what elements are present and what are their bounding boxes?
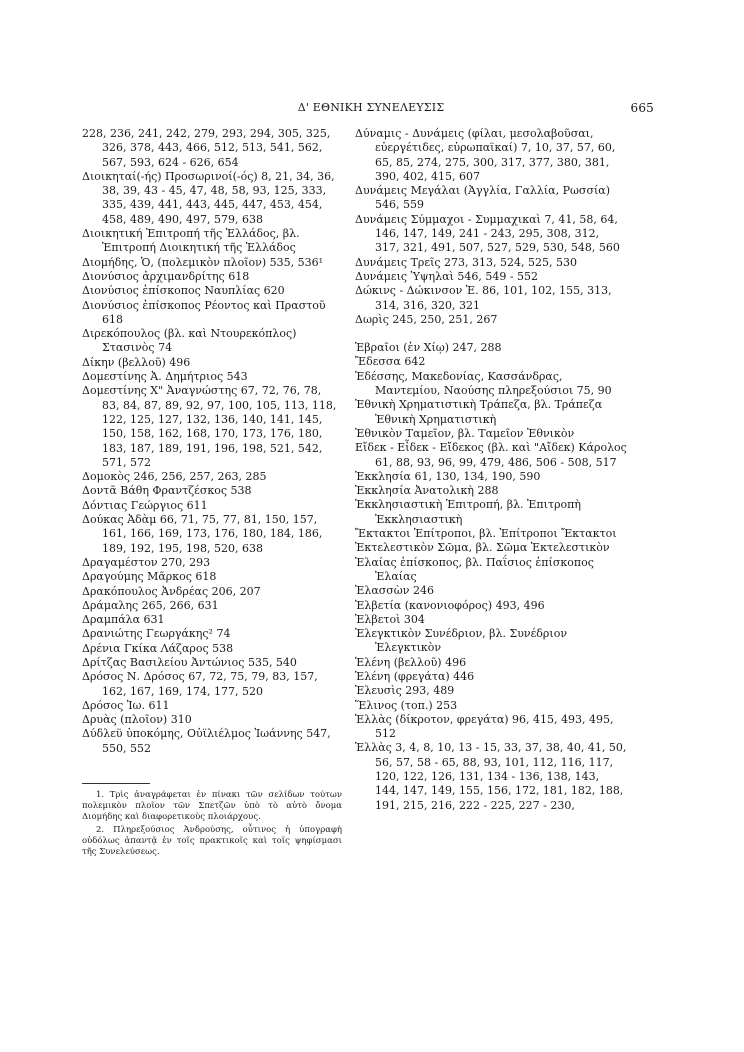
index-entry: Ἑβραῖοι (ἐν Χίῳ) 247, 288	[355, 341, 502, 355]
index-entry: 228, 236, 241, 242, 279, 293, 294, 305, 325, 326, 378, 443, 466, 512, 513, 541, 562, 567, 593, 624 - 626, 654	[82, 127, 331, 169]
index-column-right	[355, 127, 627, 813]
index-entry: Δίκην (βελλοῦ) 496	[82, 355, 191, 369]
index-entry: Δώκινς - Δώκινσον Ἐ. 86, 101, 102, 155, 313, 314, 316, 320, 321	[355, 284, 612, 312]
index-entry: Ἐκκλησιαστικὴ Ἐπιτροπή, βλ. Ἐπιτροπὴ Ἐκκλησιαστικὴ	[355, 498, 581, 526]
index-entry: Δυνάμεις Σύμμαχοι - Συμμαχικαὶ 7, 41, 58, 64, 146, 147, 149, 241 - 243, 295, 308, 312, 317, 321, 491, 507, 527, 529, 530, 548, 560	[355, 212, 620, 255]
index-entry: Ἔκτακτοι Ἐπίτροποι, βλ. Ἐπίτροποι Ἔκτακτοι	[355, 527, 617, 541]
page-number: 665	[630, 101, 654, 115]
index-entry: Δραγούμης Μᾶρκος 618	[82, 570, 217, 584]
index-entry: Ἐκκλησία 61, 130, 134, 190, 590	[355, 469, 541, 483]
index-entry: Ἐκτελεστικὸν Σῶμα, βλ. Σῶμα Ἐκτελεστικὸν	[355, 541, 610, 555]
index-entry: Διομήδης, Ὁ, (πολεμικὸν πλοῖον) 535, 536¹	[82, 255, 324, 269]
index-entry: Δυνάμεις Τρεῖς 273, 313, 524, 525, 530	[355, 255, 577, 269]
index-entry: Διοικητική Ἐπιτροπή τῆς Ἑλλάδος, βλ. Ἐπιτροπή Διοικητική τῆς Ἑλλάδος	[82, 227, 300, 255]
letter-group-gap	[355, 327, 627, 341]
index-entry: Ἑλλὰς (δίκροτον, φρεγάτα) 96, 415, 493, 495, 512	[355, 712, 614, 741]
index-entry: Δομοκὸς 246, 256, 257, 263, 285	[82, 470, 267, 484]
index-entry: Δρίτζας Βασιλείου Ἀντώνιος 535, 540	[82, 655, 297, 669]
section-title: Δ' ΕΘΝΙΚΗ ΣΥΝΕΛΕΥΣΙΣ	[297, 101, 445, 114]
index-entry: Δοντᾶ Βάθη Φραντζέσκος 538	[82, 484, 252, 498]
footnote-1: 1. Τρὶς ἀναγράφεται ἐν πίνακι τῶν σελίδων τούτων πολεμικὸν πλοῖον τῶν Σπετζῶν ὑπὸ τὸ αὐτὸ ὄνομα Διομήδης καὶ διαφορετικοὺς πλοιάρχους.	[82, 790, 342, 822]
index-entry: Δυνάμεις Ὑψηλαὶ 546, 549 - 552	[355, 269, 539, 283]
index-entry: Δράμαλης 265, 266, 631	[82, 598, 219, 612]
index-entry: Ἕλινος (τοπ.) 253	[355, 698, 458, 712]
index-entry: Ἐλευσὶς 293, 489	[355, 684, 455, 698]
index-entry: Ἔδεσσα 642	[355, 355, 426, 369]
index-entry: Δραγαμέστον 270, 293	[82, 555, 211, 569]
index-group-delta	[355, 127, 627, 327]
index-entry: Δύδλεϋ ὑποκόμης, Οὐϊλιέλμος Ἰωάννης 547, 550, 552	[82, 727, 331, 755]
index-entry: Δωρὶς 245, 250, 251, 267	[355, 312, 498, 326]
index-entry: Δρόσος Ν. Δρόσος 67, 72, 75, 79, 83, 157, 162, 167, 169, 174, 177, 520	[82, 670, 318, 698]
index-entry: Δούκας Ἀδὰμ 66, 71, 75, 77, 81, 150, 157, 161, 166, 169, 173, 176, 180, 184, 186, 189, 192, 195, 198, 520, 638	[82, 513, 323, 555]
index-entry: Δρακόπουλος Ἀνδρέας 206, 207	[82, 584, 261, 598]
index-entry: Εἴδεκ - Εἶδεκ - Εἴδεκος (βλ. καὶ "Αἴδεκ) Κάρολος 61, 88, 93, 96, 99, 479, 486, 506 - 508, 517	[355, 441, 627, 469]
index-entry: Ἐλβετία (κανονιοφόρος) 493, 496	[355, 598, 545, 612]
index-entry: Δύναμις - Δυνάμεις (φίλαι, μεσολαβοῦσαι, εὐεργέτιδες, εὐρωπαϊκαί) 7, 10, 37, 57, 60, 65, 85, 274, 275, 300, 317, 377, 380, 381, 390, 402, 415, 607	[355, 127, 616, 183]
index-group-epsilon	[355, 341, 627, 813]
index-entry: Διονύσιος ἀρχιμανδρίτης 618	[82, 269, 250, 283]
index-entry: Δυνάμεις Μεγάλαι (Ἀγγλία, Γαλλία, Ρωσσία) 546, 559	[355, 184, 610, 212]
index-entry: Δραμπάλα 631	[82, 613, 165, 627]
index-entry: Ἐδέσσης, Μακεδονίας, Κασσάνδρας, Μαντεμίου, Ναούσης πληρεξούσιοι 75, 90	[355, 369, 612, 398]
index-entry: Ἐκκλησία Ἀνατολικὴ 288	[355, 484, 499, 498]
index-entry: Δομεστίνης Ἀ. Δημήτριος 543	[82, 370, 248, 384]
index-entry: Ἑλλὰς 3, 4, 8, 10, 13 - 15, 33, 37, 38, 40, 41, 50, 56, 57, 58 - 65, 88, 93, 101, 112, 116, 117, 120, 122, 126, 131, 134 - 136, 138, 143, 144, 147, 149, 155, 156, 172, 181, 182, 188, 191, 215, 216, 222 - 225, 227 - 230,	[355, 741, 627, 812]
index-entry: Διονύσιος ἐπίσκοπος Ρέοντος καὶ Πραστοῦ 618	[82, 298, 326, 326]
index-entry: Ἐλασσὼν 246	[355, 584, 434, 598]
index-column-left	[82, 127, 340, 756]
index-entry: Ἐλβετοὶ 304	[355, 612, 425, 626]
index-entry: Διοικηταί(-ής) Προσωρινοί(-ός) 8, 21, 34, 36, 38, 39, 43 - 45, 47, 48, 58, 93, 125, 333, 335, 439, 441, 443, 445, 447, 453, 454, 458, 489, 490, 497, 579, 638	[82, 169, 335, 226]
index-entry: Ἐλεγκτικὸν Συνέδριον, βλ. Συνέδριον Ἐλεγκτικὸν	[355, 627, 568, 655]
index-entry: Διρεκόπουλος (βλ. καὶ Ντουρεκόπλος) Στασινὸς 74	[82, 327, 297, 355]
index-entry: Ἐλαίας ἐπίσκοπος, βλ. Παΐσιος ἐπίσκοπος Ἐλαίας	[355, 555, 594, 583]
index-entry: Δρένια Γκίκα Λάζαρος 538	[82, 641, 234, 655]
index-entry: Ἐθνικὴ Χρηματιστικὴ Τράπεζα, βλ. Τράπεζα Ἐθνικὴ Χρηματιστικὴ	[355, 398, 603, 426]
index-entry: Ἑλένη (βελλοῦ) 496	[355, 655, 467, 669]
index-entry: Δόντιας Γεώργιος 611	[82, 498, 208, 512]
index-entry: Δρανιώτης Γεωργάκης² 74	[82, 627, 231, 641]
index-entry: Δρυὰς (πλοῖον) 310	[82, 713, 192, 727]
footnotes	[82, 783, 342, 860]
index-entry: Δρόσος Ἰω. 611	[82, 698, 170, 712]
index-entry: Ἑλένη (φρεγάτα) 446	[355, 669, 475, 683]
footnote-rule	[82, 783, 150, 784]
index-entry: Διονύσιος ἐπίσκοπος Ναυπλίας 620	[82, 284, 285, 298]
footnote-2: 2. Πληρεξούσιος Ἀνδρούσης, οὗτινος ἡ ὑπογραφὴ οὐδόλως ἀπαντᾷ ἐν τοῖς πρακτικοῖς καὶ τοῖς ψηφίσμασι τῆς Συνελεύσεως.	[82, 825, 342, 857]
index-entry: Δομεστίνης Χ" Ἀναγνώστης 67, 72, 76, 78, 83, 84, 87, 89, 92, 97, 100, 105, 113, 118, 122, 125, 127, 132, 136, 140, 141, 145, 150, 158, 162, 168, 170, 173, 176, 180, 183, 187, 189, 191, 196, 198, 521, 542, 571, 572	[82, 384, 337, 469]
index-entry: Ἐθνικὸν Ταμεῖον, βλ. Ταμεῖον Ἐθνικὸν	[355, 426, 575, 440]
